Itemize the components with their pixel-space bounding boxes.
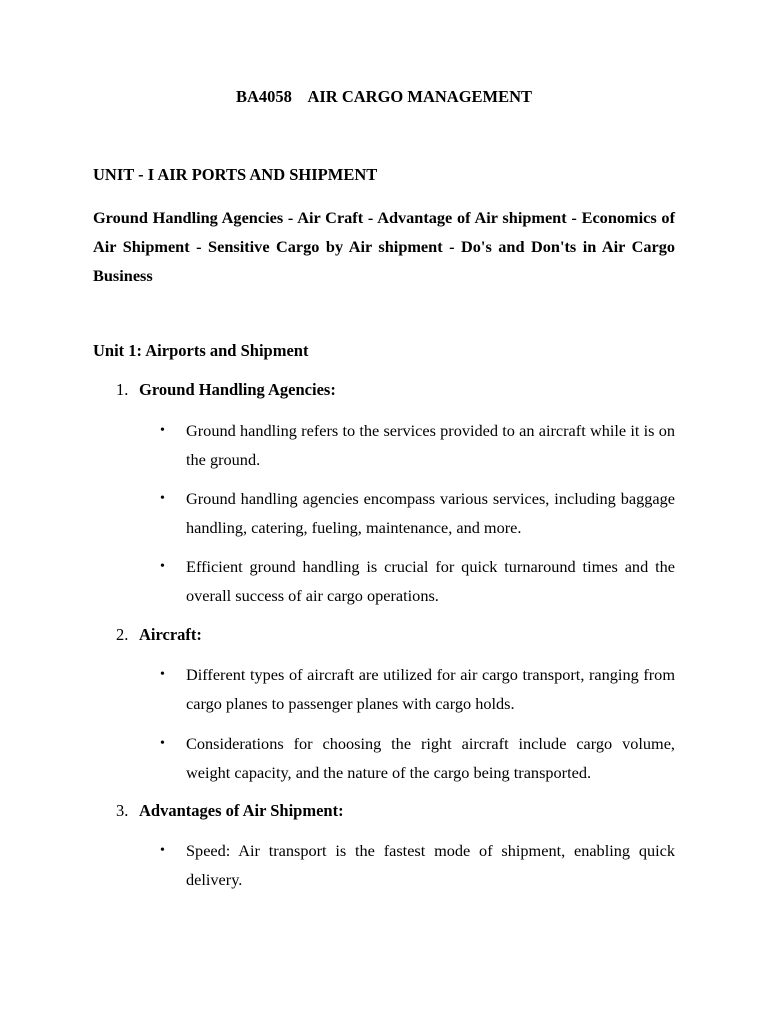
list-item xyxy=(160,416,675,474)
list-item-text: Speed: Air transport is the fastest mode of shipment, enabling quick delivery. xyxy=(186,841,675,889)
syllabus-topics: Ground Handling Agencies - Air Craft - Advantage of Air shipment - Economics of Air Shipment - Sensitive Cargo by Air shipment - Do's and Don'ts in Air Cargo Business xyxy=(93,208,675,285)
bullet-icon: • xyxy=(160,736,165,751)
topic-number: 2. xyxy=(116,625,129,644)
list-item xyxy=(160,484,675,542)
topic-aircraft xyxy=(116,625,202,645)
topic-ground-handling xyxy=(116,380,336,400)
unit-heading: UNIT - I AIR PORTS AND SHIPMENT xyxy=(93,165,378,184)
section-heading: Unit 1: Airports and Shipment xyxy=(93,341,309,360)
list-item-text: Considerations for choosing the right aircraft include cargo volume, weight capacity, and the nature of the cargo being transported. xyxy=(186,734,675,782)
list-item-text: Ground handling refers to the services provided to an aircraft while it is on the ground. xyxy=(186,421,675,469)
bullet-icon: • xyxy=(160,843,165,858)
topic-advantages xyxy=(116,801,344,821)
list-item-text: Ground handling agencies encompass various services, including baggage handling, catering, fueling, maintenance, and more. xyxy=(186,489,675,537)
bullet-icon: • xyxy=(160,491,165,506)
bullet-icon: • xyxy=(160,423,165,438)
list-item xyxy=(160,552,675,610)
document-title: BA4058 AIR CARGO MANAGEMENT xyxy=(235,87,533,106)
topic-number: 3. xyxy=(116,801,129,820)
list-item xyxy=(160,660,675,718)
topic-number: 1. xyxy=(116,380,129,399)
bullet-icon: • xyxy=(160,667,165,682)
list-item-text: Different types of aircraft are utilized for air cargo transport, ranging from cargo planes to passenger planes with cargo holds. xyxy=(186,665,675,713)
bullet-icon: • xyxy=(160,559,165,574)
list-item-text: Efficient ground handling is crucial for quick turnaround times and the overall success of air cargo operations. xyxy=(186,557,675,605)
list-item xyxy=(160,729,675,787)
topic-label: Aircraft: xyxy=(139,625,202,644)
topic-label: Ground Handling Agencies: xyxy=(139,380,336,399)
topic-label: Advantages of Air Shipment: xyxy=(139,801,344,820)
list-item xyxy=(160,836,675,894)
